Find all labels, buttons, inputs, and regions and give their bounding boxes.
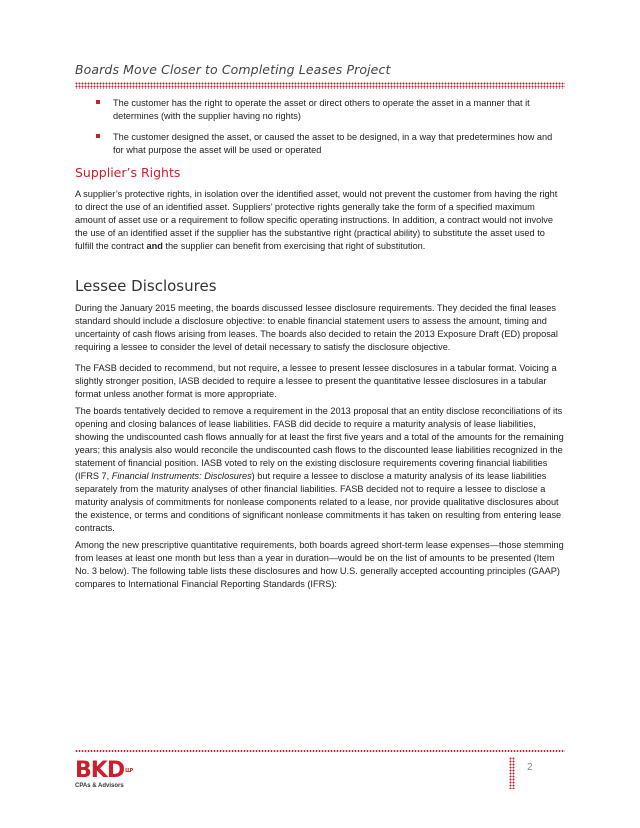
lessee-paragraph-3 — [75, 405, 565, 535]
lessee-paragraph-2: The FASB decided to recommend, but not require, a lessee to present lessee disclosures in a tabular format. Voicing a slightly stronger position, IASB decided to require a lessee to present the quantitative lessee disclosures in a tabular format unless another format is more appropriate. — [75, 363, 557, 399]
paragraph-text: the supplier can benefit from exercising that right of substitution. — [162, 241, 426, 251]
lessee-paragraph-4: Among the new prescriptive quantitative requirements, both boards agreed short-term lease expenses—those stemming from leases at least one month but less than a year in duration—would be on the list of amounts to be presented (Item No. 3 below). The following table lists these disclosures and how U.S. generally accepted accounting principles (GAAP) compares to International Financial Reporting Standards (IFRS): — [75, 540, 564, 589]
paragraph-italic-text: Financial Instruments: Disclosures — [111, 471, 252, 481]
footer-dotted-rule — [75, 750, 565, 752]
bullet-text: The customer designed the asset, or caused the asset to be designed, in a way that predetermines how and for what purpose the asset will be used or operated — [113, 132, 553, 155]
paragraph-text: The boards tentatively decided to remove a requirement in the 2013 proposal that an entity disclose reconciliations of its opening and closing balances of lease liabilities. FASB did decide to require a maturity analysis of lease liabilities, showing the undiscounted cash flows annually for at least the first five years and a total of the amounts for the remaining years; this analysis also would reconcile the undiscounted cash flows to the discounted lease liabilities recognized in the statement of financial position. IASB voted to rely on the existing disclosure requirements covering financial liabilities (IFRS 7, — [75, 406, 564, 481]
lessee-paragraph-1: During the January 2015 meeting, the boards discussed lessee disclosure requirements. They decided the final leases standard should include a disclosure objective: to enable financial statement users to assess the amount, timing and uncertainty of cash flows arising from leases. The boards also decided to retain the 2013 Exposure Draft (ED) proposal requiring a lessee to consider the level of detail necessary to satisfy the disclosure objective. — [75, 303, 558, 352]
paragraph-text: A supplier’s protective rights, in isolation over the identified asset, would not prevent the customer from having the right to direct the use of an identified asset. Suppliers’ protective rights generally take the form of a specified maximum amount of asset use or a requirement to follow specific operating instructions. In addition, a contract would not involve the use of an identified asset if the supplier has the substantive right (practical ability) to substitute the asset used to fulfill the contract — [75, 189, 558, 251]
supplier-rights-paragraph — [75, 188, 565, 253]
logo-wordmark: BKD — [75, 758, 125, 783]
supplier-rights-heading: Supplier’s Rights — [75, 165, 181, 180]
square-bullet-icon — [96, 134, 100, 138]
bullet-item — [75, 97, 565, 123]
bullet-item — [75, 131, 565, 157]
lessee-disclosures-heading: Lessee Disclosures — [75, 277, 217, 295]
footer-vertical-dots — [509, 757, 515, 789]
page-header-title: Boards Move Closer to Completing Leases Project — [75, 62, 391, 77]
paragraph-bold-text: and — [146, 241, 163, 251]
page-number: 2 — [527, 762, 533, 773]
logo-llp: LLP — [125, 768, 133, 774]
logo-tagline: CPAs & Advisors — [75, 783, 124, 789]
header-dotted-rule — [75, 82, 565, 89]
bullet-list — [75, 97, 565, 165]
bullet-text: The customer has the right to operate the asset or direct others to operate the asset in a manner that it determines (with the supplier having no rights) — [113, 98, 530, 121]
bkd-logo — [75, 760, 132, 789]
square-bullet-icon — [96, 100, 100, 104]
paragraph-text: ) but require a lessee to disclose a maturity analysis of its lease liabilities separately from the maturity analyses of other financial liabilities. FASB decided not to require a lessee to disclose a maturity analysis of commitments for nonlease components related to a lease, nor provide qualitative disclosures about the existence, or terms and conditions of significant nonlease commitments it has taken on resulting from entering lease contracts. — [75, 471, 562, 533]
